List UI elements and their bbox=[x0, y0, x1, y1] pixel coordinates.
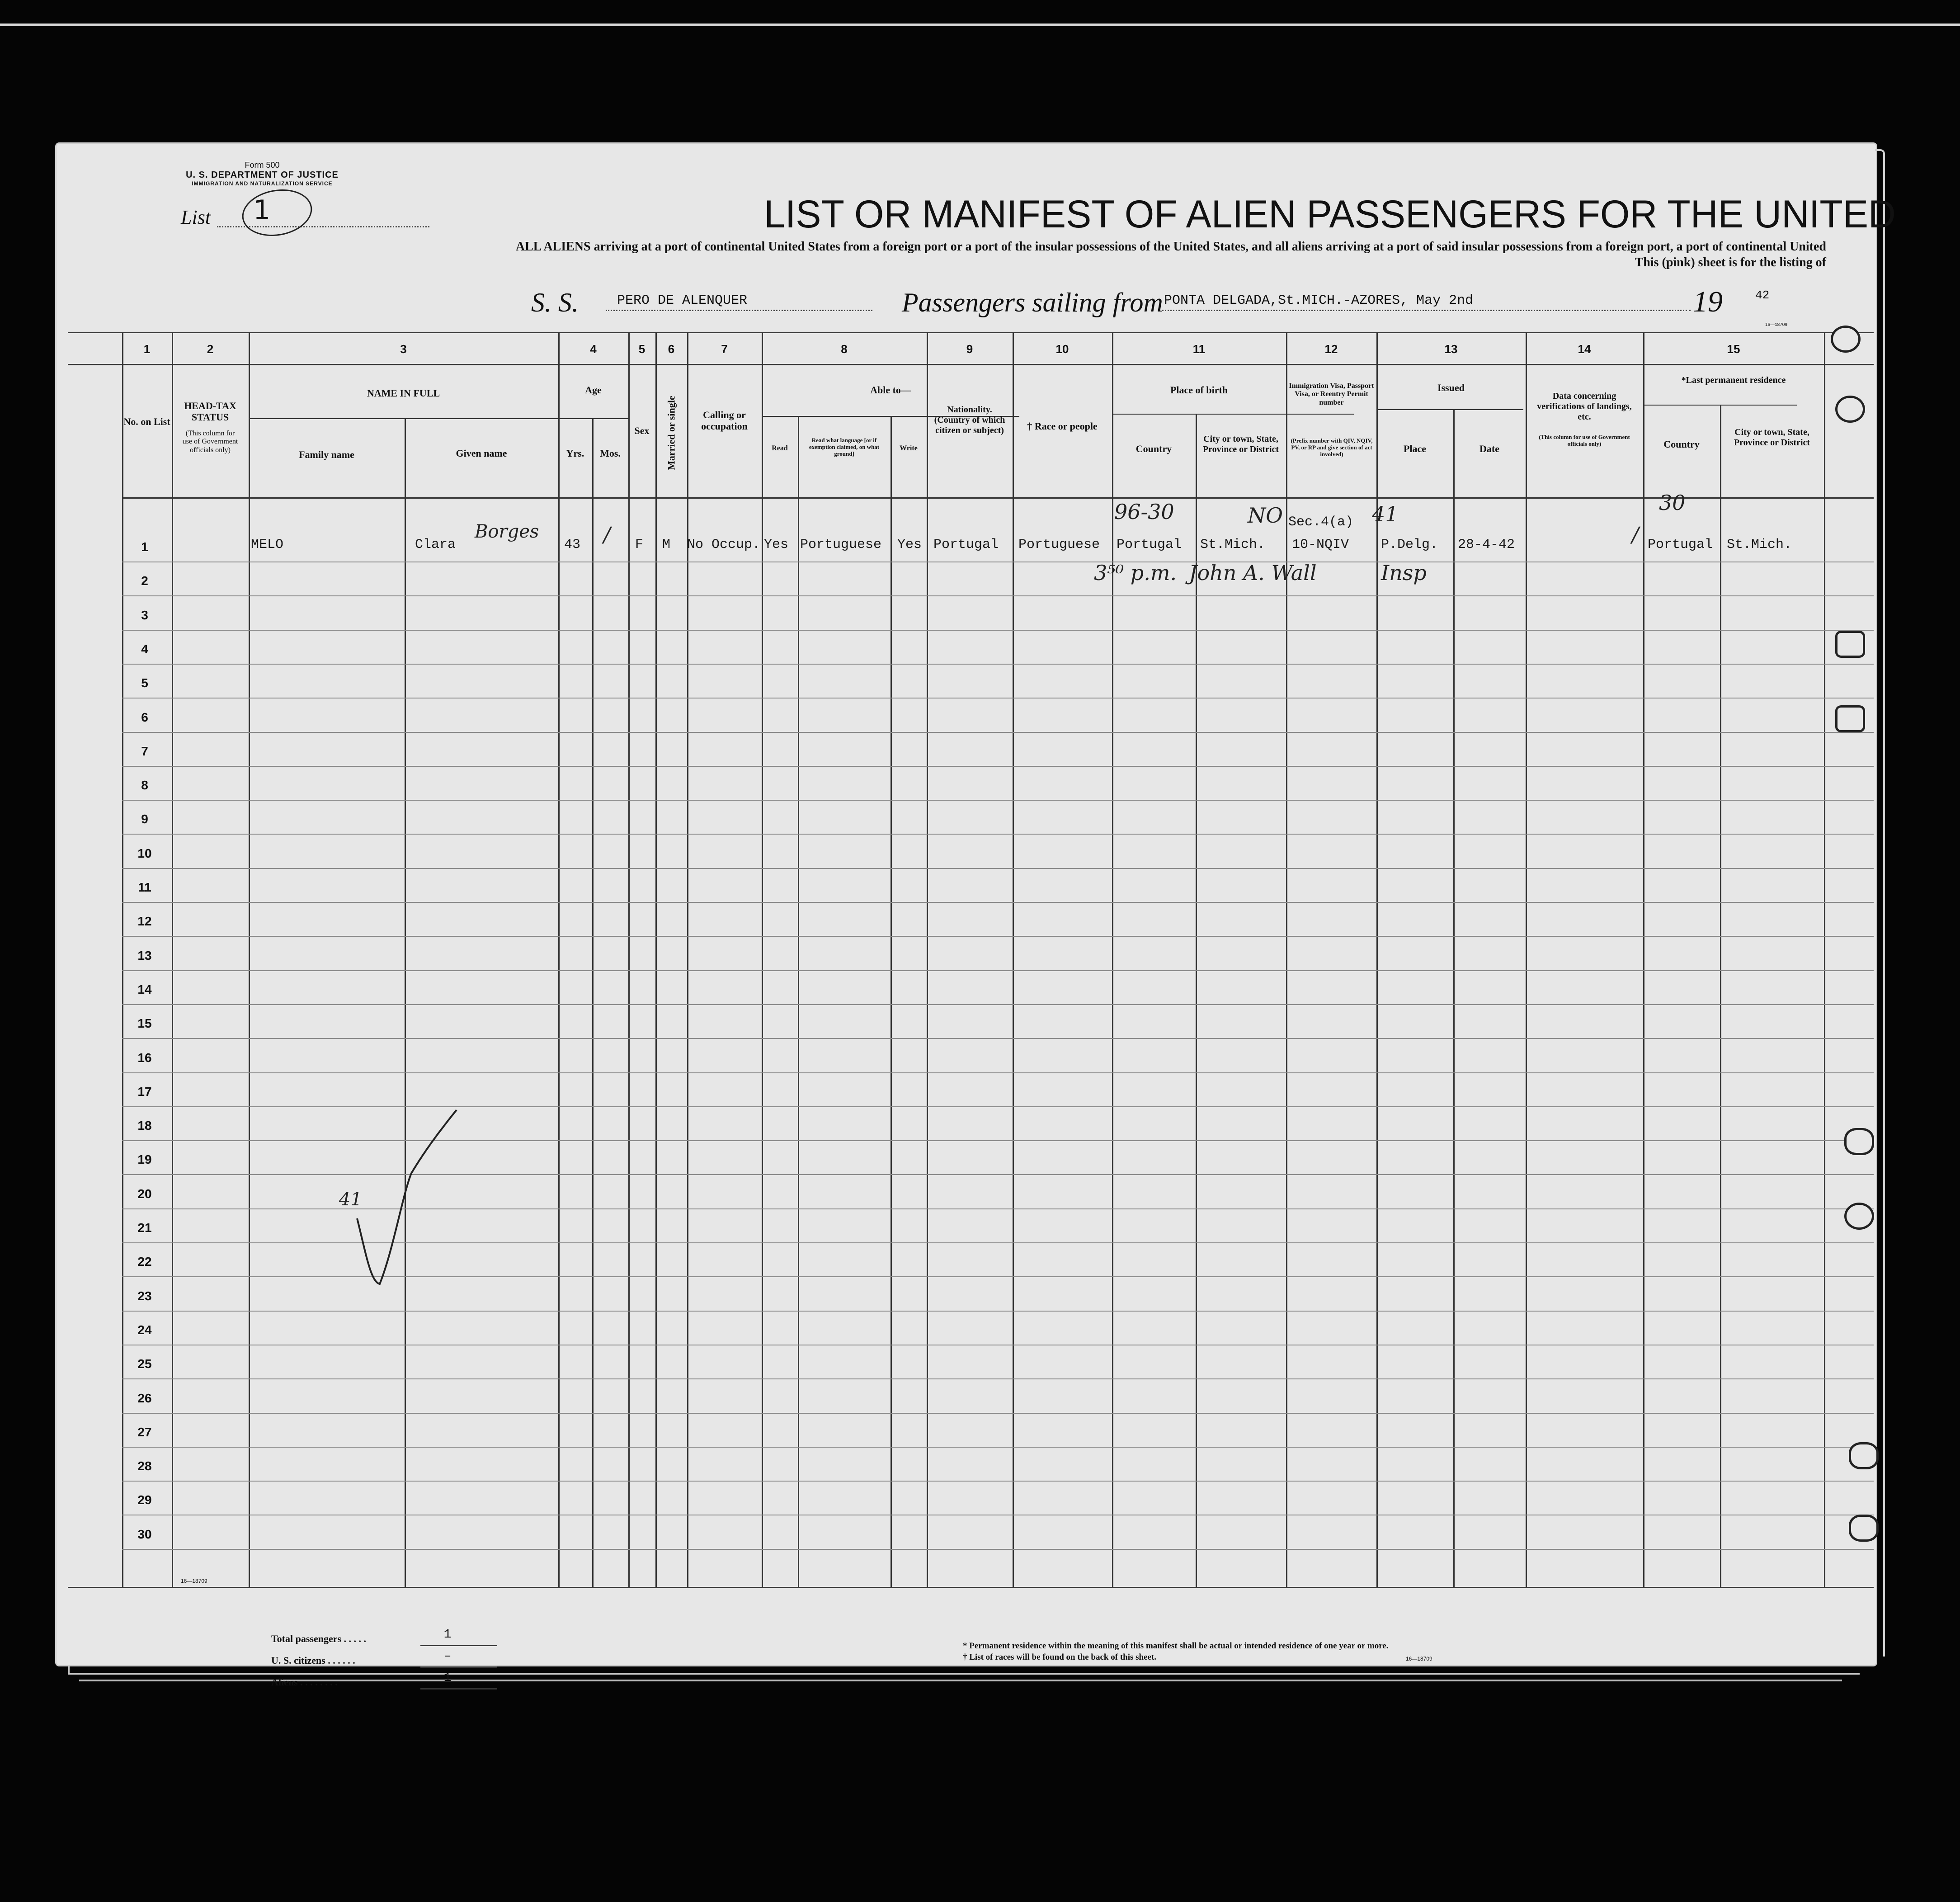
row-number: 29 bbox=[137, 1493, 152, 1507]
form-identifier bbox=[185, 160, 339, 187]
column-number: 8 bbox=[841, 342, 848, 356]
cell-occupation: No Occup. bbox=[687, 537, 761, 552]
footnote-races: † List of races will be found on the back of this sheet. bbox=[963, 1652, 1157, 1662]
column-number: 7 bbox=[721, 342, 728, 356]
header-mos: Mos. bbox=[600, 448, 621, 459]
row-number: 21 bbox=[137, 1221, 152, 1235]
header-last-residence: *Last permanent residence bbox=[1681, 375, 1786, 385]
handwritten-given-name: Borges bbox=[475, 521, 539, 542]
row-rule bbox=[122, 1378, 1874, 1379]
table-rule bbox=[1376, 409, 1523, 410]
form-number: Form 500 bbox=[245, 160, 280, 170]
row-number: 8 bbox=[141, 778, 148, 793]
cell-write: Yes bbox=[897, 537, 922, 552]
list-number: 1 bbox=[253, 194, 271, 226]
row-number: 12 bbox=[137, 914, 152, 929]
cell-visa-section: Sec.4(a) bbox=[1288, 514, 1354, 530]
handwritten-note-visa: 41 bbox=[1372, 502, 1399, 526]
row-number: 16 bbox=[137, 1050, 152, 1065]
handwritten-signature: John A. Wall bbox=[1189, 561, 1317, 585]
column-number: 15 bbox=[1727, 342, 1740, 356]
handwritten-note-birth: 96-30 bbox=[1114, 500, 1174, 524]
column-number: 10 bbox=[1055, 342, 1069, 356]
header-read-what: Read what language [or if exemption claimed, on what ground] bbox=[809, 437, 880, 457]
column-rule bbox=[927, 332, 928, 1588]
header-birth-city: City or town, State, Province or District bbox=[1202, 434, 1279, 454]
ship-name: PERO DE ALENQUER bbox=[617, 293, 748, 308]
total-underline bbox=[420, 1666, 497, 1668]
header-place-of-birth: Place of birth bbox=[1170, 384, 1228, 396]
header-visa-note: (Prefix number with QIV, NQIV, PV, or RP and give section of act involved) bbox=[1291, 437, 1373, 458]
row-rule bbox=[122, 1549, 1874, 1550]
cell-age: 43 bbox=[564, 537, 581, 552]
binder-hole-icon bbox=[1835, 396, 1865, 423]
row-rule bbox=[122, 902, 1874, 903]
header-name-in-full: NAME IN FULL bbox=[367, 387, 440, 399]
column-number: 13 bbox=[1444, 342, 1458, 356]
header-visa: Immigration Visa, Passport Visa, or Reentry Permit number bbox=[1289, 382, 1374, 406]
column-rule bbox=[1720, 405, 1721, 1588]
header-birth-country: Country bbox=[1135, 443, 1172, 454]
column-number: 5 bbox=[638, 342, 645, 356]
row-number: 7 bbox=[141, 744, 148, 758]
row-number: 25 bbox=[137, 1357, 152, 1371]
list-label: List bbox=[181, 206, 211, 228]
cell-sex: F bbox=[635, 537, 644, 552]
column-number: 11 bbox=[1192, 342, 1206, 356]
table-rule bbox=[68, 332, 1874, 333]
cell-nationality: Portugal bbox=[933, 537, 999, 552]
row-number: 30 bbox=[137, 1527, 152, 1541]
cell-res-city: St.Mich. bbox=[1727, 537, 1792, 552]
ship-underline bbox=[606, 310, 872, 311]
table-rule bbox=[1112, 414, 1354, 415]
header-issued-date: Date bbox=[1479, 443, 1499, 454]
header-data-concerning: Data concerning verifications of landings, etc. bbox=[1537, 391, 1632, 422]
row-number: 4 bbox=[141, 642, 148, 656]
binder-hole-icon bbox=[1835, 631, 1865, 658]
binder-hole-icon bbox=[1835, 705, 1865, 732]
handwritten-note-city: NO bbox=[1248, 503, 1283, 528]
scan-top-line bbox=[0, 24, 1960, 26]
binder-hole-icon bbox=[1844, 1128, 1874, 1155]
cell-family-name: MELO bbox=[251, 537, 284, 552]
sheet-edge bbox=[1875, 149, 1885, 1657]
row-number: 17 bbox=[137, 1084, 152, 1099]
binder-hole-icon bbox=[1831, 326, 1861, 353]
row-rule bbox=[122, 664, 1874, 665]
row-number: 10 bbox=[137, 846, 152, 860]
row-number: 11 bbox=[138, 880, 151, 894]
cell-issued-date: 28-4-42 bbox=[1458, 537, 1515, 552]
header-yrs: Yrs. bbox=[566, 448, 584, 459]
column-rule bbox=[687, 332, 688, 1588]
binder-hole-icon bbox=[1844, 1203, 1874, 1230]
binder-hole-icon bbox=[1849, 1515, 1879, 1542]
row-rule bbox=[122, 595, 1874, 596]
header-head-tax: HEAD-TAX STATUS bbox=[184, 400, 236, 423]
row-number: 9 bbox=[141, 812, 148, 826]
footnote-residence: * Permanent residence within the meaning of this manifest shall be actual or intended residence of one year or more. bbox=[963, 1641, 1389, 1651]
column-rule bbox=[1196, 414, 1197, 1588]
column-number: 6 bbox=[668, 342, 675, 356]
row-number: 26 bbox=[137, 1391, 152, 1405]
header-issued: Issued bbox=[1437, 382, 1465, 393]
row-number: 3 bbox=[141, 608, 148, 622]
header-write: Write bbox=[900, 444, 918, 452]
form-code: 16—18709 bbox=[1406, 1656, 1432, 1662]
form-code: 16—18709 bbox=[181, 1578, 207, 1584]
row-number: 6 bbox=[141, 710, 148, 724]
cell-issued-place: P.Delg. bbox=[1381, 537, 1438, 552]
row-number: 28 bbox=[137, 1459, 152, 1473]
table-rule bbox=[249, 418, 628, 419]
service: IMMIGRATION AND NATURALIZATION SERVICE bbox=[192, 180, 333, 187]
column-rule bbox=[558, 332, 560, 1588]
aliens-label: Aliens . . . . . . . . bbox=[271, 1676, 338, 1688]
row-number: 15 bbox=[137, 1016, 152, 1031]
total-underline bbox=[420, 1688, 497, 1690]
column-rule bbox=[1112, 332, 1113, 1588]
column-rule bbox=[1013, 332, 1014, 1588]
row-number: 1 bbox=[141, 540, 148, 554]
column-rule bbox=[1643, 332, 1644, 1588]
us-citizens-label: U. S. citizens . . . . . . bbox=[271, 1655, 355, 1666]
row-rule bbox=[122, 766, 1874, 767]
handwritten-mark: / bbox=[1632, 522, 1639, 547]
row-rule bbox=[122, 698, 1874, 699]
total-passengers-label: Total passengers . . . . . bbox=[271, 1633, 367, 1644]
check-mark-icon bbox=[348, 1105, 511, 1295]
row-number: 27 bbox=[137, 1425, 152, 1439]
total-underline bbox=[420, 1645, 497, 1646]
header-res-city: City or town, State, Province or District bbox=[1734, 427, 1810, 448]
row-rule bbox=[122, 800, 1874, 801]
cell-language: Portuguese bbox=[800, 537, 882, 552]
handwritten-note-residence: 30 bbox=[1659, 491, 1686, 515]
column-number: 12 bbox=[1324, 342, 1338, 356]
manifest-title: LIST OR MANIFEST OF ALIEN PASSENGERS FOR THE UNITED bbox=[764, 193, 1896, 236]
table-rule bbox=[68, 1587, 1874, 1588]
column-number: 1 bbox=[143, 342, 151, 356]
row-rule bbox=[122, 1038, 1874, 1039]
table-rule bbox=[122, 497, 1874, 499]
header-data-note: (This column for use of Government officials only) bbox=[1539, 434, 1630, 447]
row-number: 14 bbox=[137, 982, 152, 996]
cell-res-country: Portugal bbox=[1648, 537, 1713, 552]
header-nationality: Nationality. (Country of which citizen or subject) bbox=[934, 405, 1005, 435]
header-calling: Calling or occupation bbox=[701, 409, 748, 432]
column-rule bbox=[655, 332, 657, 1588]
row-number: 22 bbox=[137, 1255, 152, 1269]
aliens-value: 1 bbox=[443, 1671, 452, 1685]
row-rule bbox=[122, 936, 1874, 937]
row-number: 18 bbox=[137, 1119, 152, 1133]
column-rule bbox=[1824, 332, 1825, 1588]
column-number: 4 bbox=[590, 342, 597, 356]
row-number: 2 bbox=[141, 574, 148, 588]
row-number: 19 bbox=[137, 1152, 152, 1167]
row-rule bbox=[122, 1413, 1874, 1414]
row-rule bbox=[122, 1481, 1874, 1482]
sailing-label: Passengers sailing from bbox=[902, 288, 1163, 317]
year-label: 19 bbox=[1693, 285, 1723, 318]
header-sex: Sex bbox=[634, 425, 650, 436]
header-head-tax-note: (This column for use of Government officials only) bbox=[182, 429, 238, 454]
row-number: 20 bbox=[137, 1186, 152, 1201]
handwritten-tally: 41 bbox=[339, 1189, 362, 1210]
department: U. S. DEPARTMENT OF JUSTICE bbox=[186, 170, 339, 180]
column-number: 2 bbox=[207, 342, 214, 356]
row-rule bbox=[122, 732, 1874, 733]
handwritten-mark: / bbox=[603, 522, 611, 547]
row-rule bbox=[122, 868, 1874, 869]
header-married: Married or single bbox=[665, 396, 677, 470]
row-number: 5 bbox=[141, 676, 148, 690]
column-rule bbox=[1526, 332, 1527, 1588]
cell-birth-city: St.Mich. bbox=[1200, 537, 1266, 552]
cell-race: Portuguese bbox=[1018, 537, 1100, 552]
sailing-from: PONTA DELGADA,St.MICH.-AZORES, May 2nd bbox=[1164, 293, 1474, 308]
column-rule bbox=[762, 332, 763, 1588]
form-code: 16—18709 bbox=[1765, 322, 1787, 327]
handwritten-time: 3⁵⁰ p.m. bbox=[1094, 561, 1177, 585]
row-number: 13 bbox=[137, 948, 152, 963]
row-number: 24 bbox=[137, 1322, 152, 1337]
header-race: † Race or people bbox=[1027, 420, 1098, 432]
column-rule bbox=[1286, 332, 1287, 1588]
cell-visa-number: 10-NQIV bbox=[1292, 537, 1349, 552]
cell-birth-country: Portugal bbox=[1117, 537, 1182, 552]
header-no-on-list: No. on List bbox=[123, 416, 170, 427]
binder-hole-icon bbox=[1849, 1442, 1879, 1469]
row-rule bbox=[122, 1311, 1874, 1312]
header-able-to: Able to— bbox=[870, 384, 911, 396]
cell-read: Yes bbox=[764, 537, 789, 552]
row-rule bbox=[122, 1447, 1874, 1448]
row-number: 23 bbox=[137, 1288, 152, 1303]
column-number: 3 bbox=[400, 342, 407, 356]
manifest-table bbox=[68, 332, 1874, 1589]
row-rule bbox=[122, 630, 1874, 631]
us-citizens-value: – bbox=[443, 1649, 452, 1663]
manifest-subtitle: This (pink) sheet is for the listing of bbox=[1635, 255, 1826, 269]
header-res-country: Country bbox=[1663, 439, 1700, 450]
header-given-name: Given name bbox=[456, 448, 507, 459]
row-rule bbox=[122, 1072, 1874, 1073]
header-family-name: Family name bbox=[299, 449, 354, 460]
column-number: 14 bbox=[1578, 342, 1591, 356]
cell-married: M bbox=[662, 537, 671, 552]
manifest-subtitle: ALL ALIENS arriving at a port of continental United States from a foreign port or a port of the insular possessions of the United States, and all aliens arriving at a port of said insular possessions from a foreign port, a port of continental United bbox=[515, 240, 1826, 254]
row-rule bbox=[122, 1004, 1874, 1005]
table-rule bbox=[68, 364, 1874, 365]
column-rule bbox=[628, 332, 630, 1588]
column-rule bbox=[172, 332, 173, 1588]
sailing-underline bbox=[1162, 310, 1691, 311]
handwritten-inspector-title: Insp bbox=[1381, 561, 1427, 585]
header-issued-place: Place bbox=[1403, 443, 1427, 454]
column-rule bbox=[249, 332, 250, 1588]
column-number: 9 bbox=[966, 342, 973, 356]
cell-given-name: Clara bbox=[415, 537, 456, 552]
ss-label: S. S. bbox=[531, 288, 579, 317]
year-value: 42 bbox=[1755, 288, 1770, 302]
row-rule bbox=[122, 834, 1874, 835]
column-rule bbox=[1453, 409, 1455, 1588]
header-read: Read bbox=[772, 444, 788, 452]
row-rule bbox=[122, 970, 1874, 971]
header-age: Age bbox=[585, 384, 602, 396]
total-passengers-value: 1 bbox=[443, 1628, 452, 1642]
